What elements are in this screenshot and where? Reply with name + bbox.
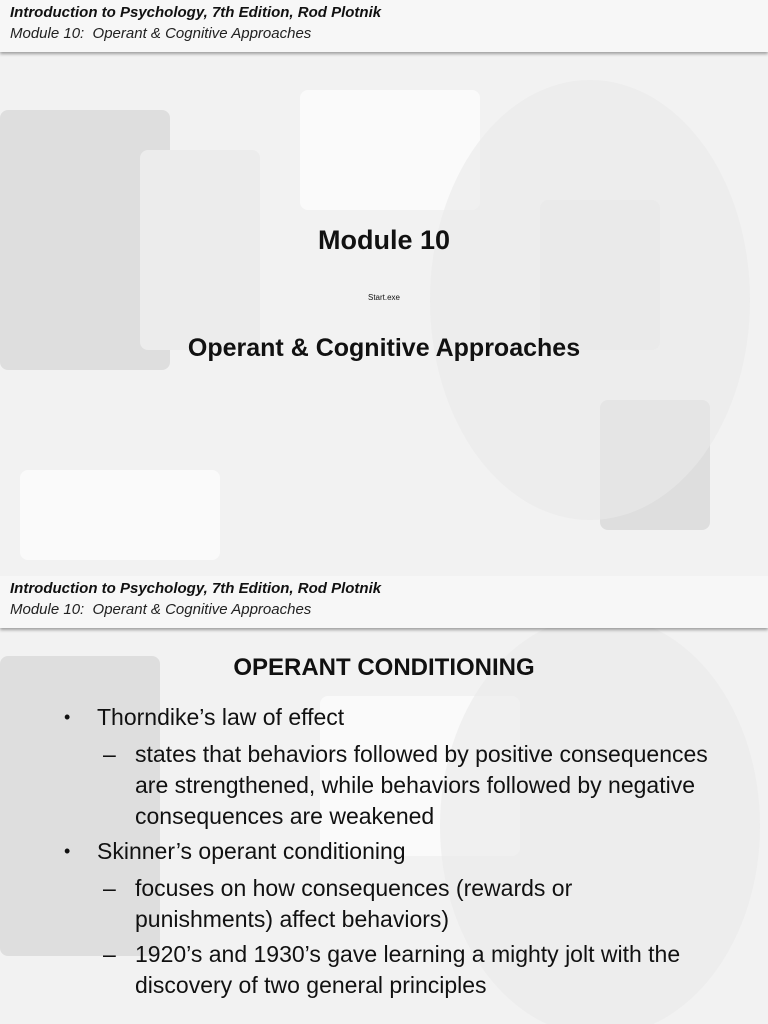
header-module-title: Module 10: Operant & Cognitive Approaches bbox=[10, 601, 312, 618]
module-title: Module 10 bbox=[317, 225, 451, 255]
slide-header bbox=[0, 576, 768, 628]
sub-bullet-text: 1920’s and 1930’s gave learning a mighty jolt with the discovery of two general principles bbox=[135, 941, 681, 998]
bullet-list bbox=[0, 702, 768, 1005]
sub-bullet-item bbox=[0, 939, 768, 1001]
bullet-icon: • bbox=[64, 707, 71, 727]
slide-header bbox=[0, 0, 768, 52]
dash-icon: – bbox=[103, 741, 116, 767]
sub-bullet-text: focuses on how consequences (rewards or punishments) affect behaviors) bbox=[135, 875, 573, 932]
module-subtitle: Operant & Cognitive Approaches bbox=[187, 334, 581, 362]
header-book-title: Introduction to Psychology, 7th Edition, Rod Plotnik bbox=[10, 580, 382, 597]
bullet-item bbox=[0, 836, 768, 867]
bullet-icon: • bbox=[64, 841, 71, 861]
content-slide bbox=[0, 576, 768, 1024]
sub-bullet-item bbox=[0, 873, 768, 935]
header-module-title: Module 10: Operant & Cognitive Approaches bbox=[10, 25, 312, 42]
dash-icon: – bbox=[103, 941, 116, 967]
sub-bullet-text: states that behaviors followed by positive consequences are strengthened, while behaviors followed by negative consequences are weakened bbox=[135, 741, 708, 829]
dash-icon: – bbox=[103, 875, 116, 901]
bullet-item bbox=[0, 702, 768, 733]
slide-title: OPERANT CONDITIONING bbox=[233, 654, 535, 681]
header-book-title: Introduction to Psychology, 7th Edition, Rod Plotnik bbox=[10, 4, 382, 21]
start-exe-text: Start.exe bbox=[367, 293, 400, 302]
sub-bullet-item bbox=[0, 739, 768, 832]
bullet-text: Skinner’s operant conditioning bbox=[97, 838, 406, 864]
bullet-text: Thorndike’s law of effect bbox=[97, 704, 345, 730]
background-block bbox=[20, 470, 220, 560]
